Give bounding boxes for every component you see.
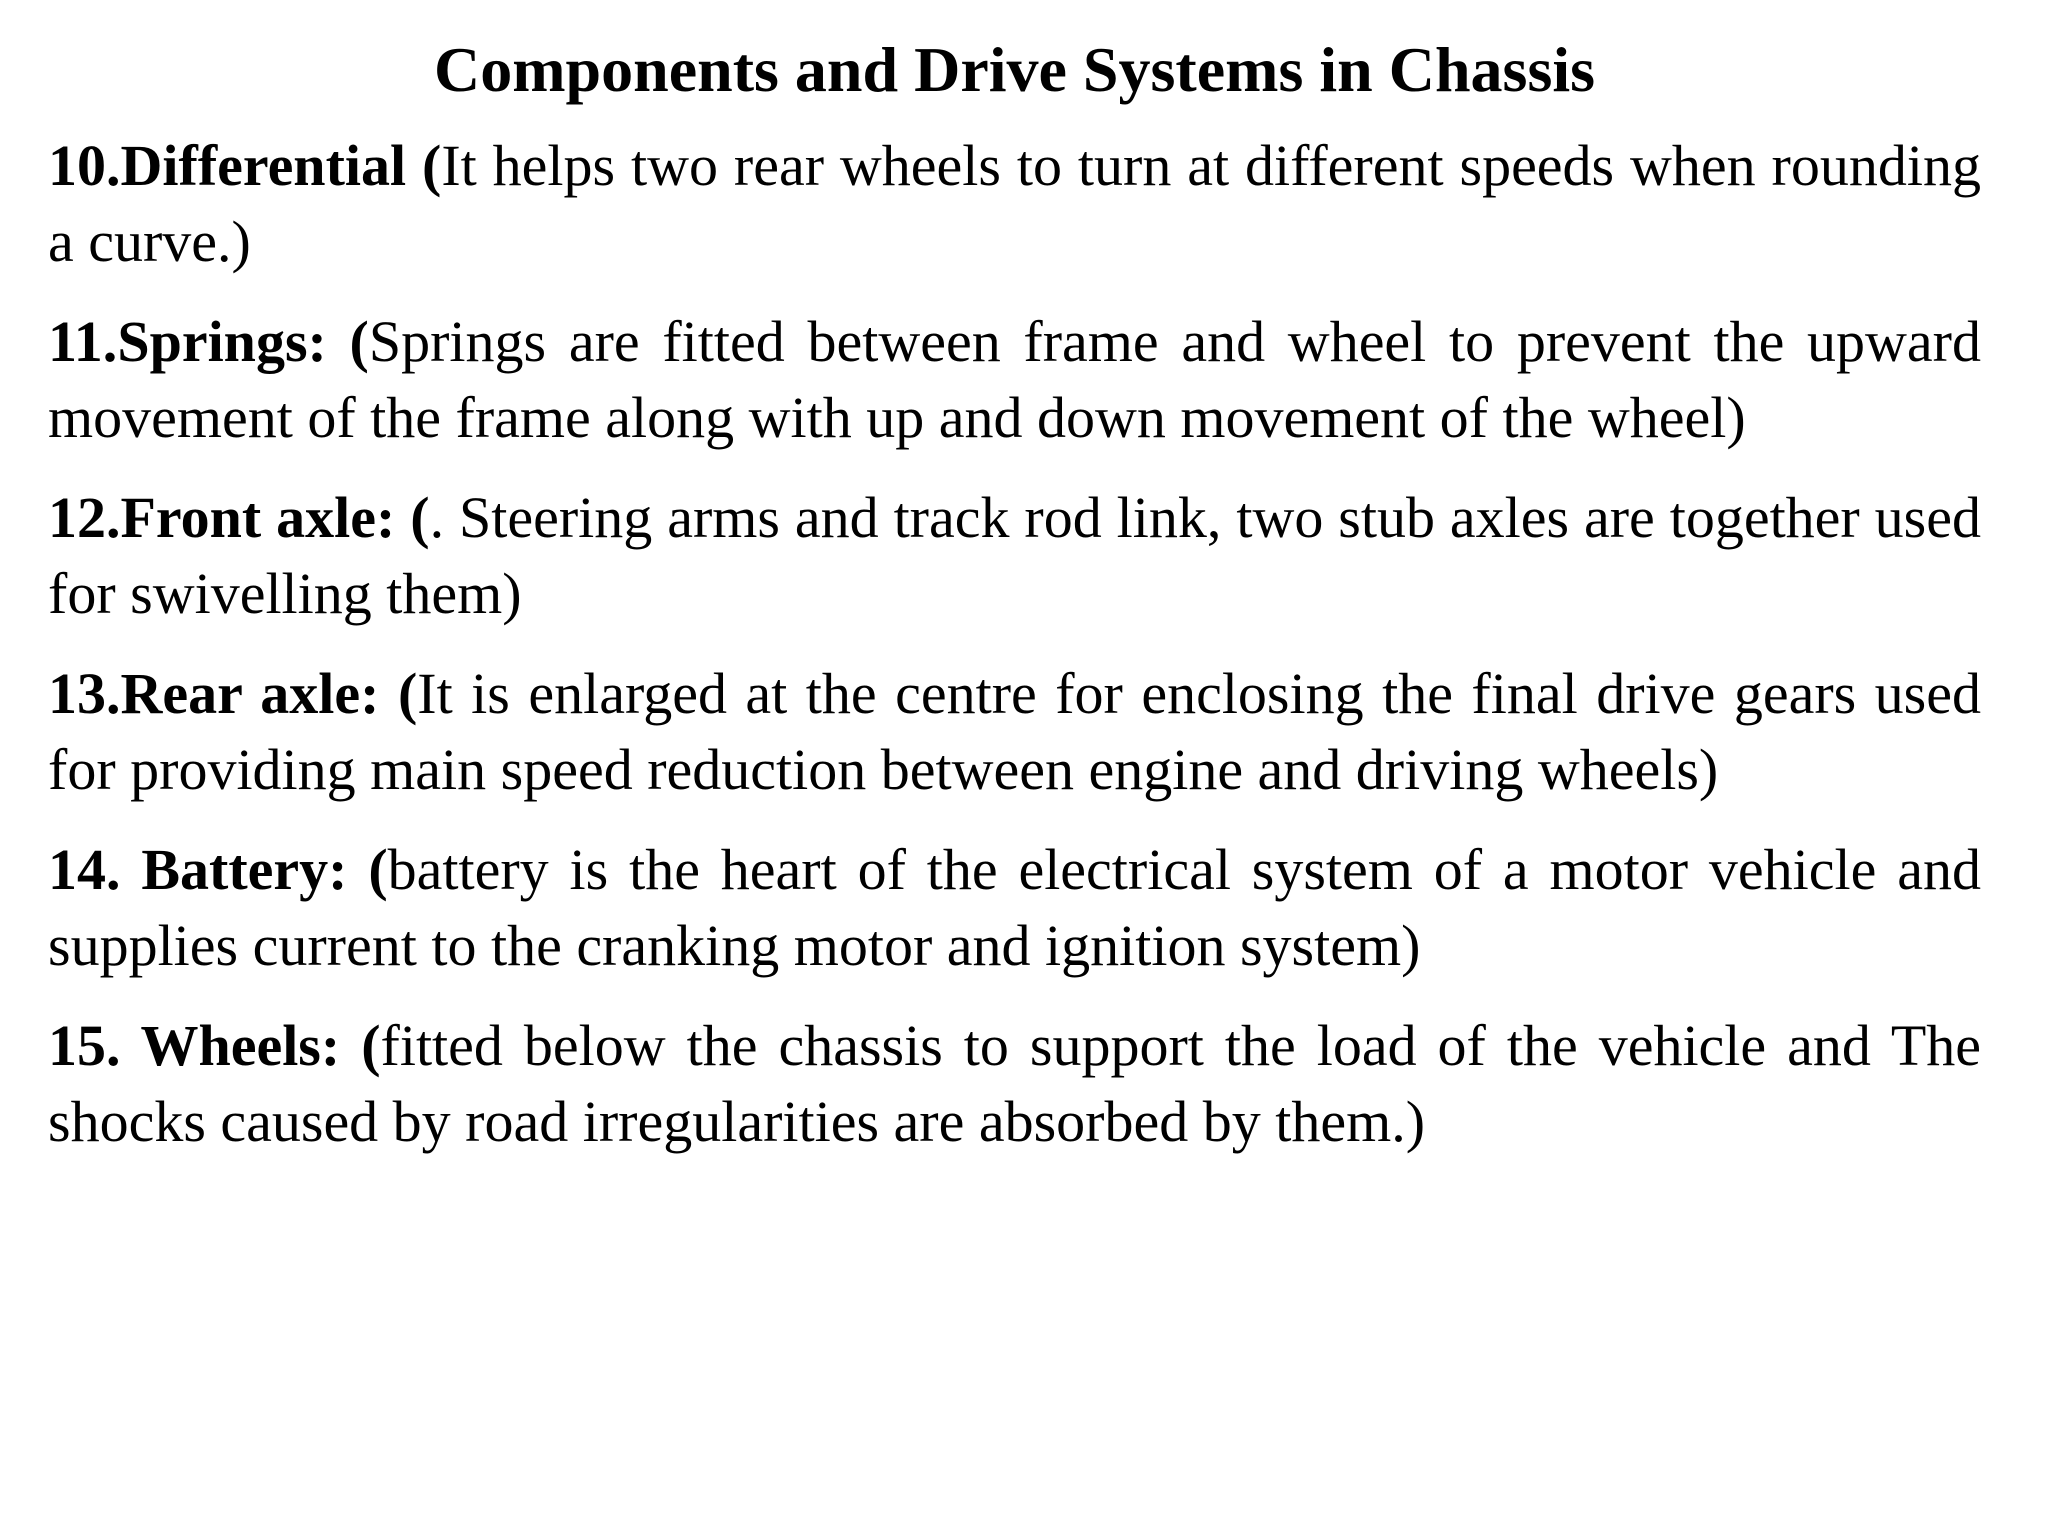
item-description: battery is the heart of the electrical system of a motor vehicle and supplies current to the cranking motor and ignition system): [48, 837, 1981, 978]
item-term: Front axle:: [120, 485, 396, 550]
list-item-front-axle: [48, 480, 1981, 632]
item-term: Battery:: [141, 837, 348, 902]
item-term: Differential: [120, 133, 407, 198]
item-term: Wheels:: [140, 1013, 341, 1078]
item-number: 15.: [48, 1013, 141, 1078]
item-open-paren: (: [379, 661, 418, 726]
list-item-springs: [48, 304, 1981, 456]
item-term: Springs:: [117, 309, 327, 374]
item-number: 12.: [48, 485, 121, 550]
list-item-differential: [48, 128, 1981, 280]
slide-title: Components and Drive Systems in Chassis: [433, 34, 1596, 105]
item-description: It is enlarged at the centre for enclosing the final drive gears used for providing main speed reduction between engine and driving wheels): [48, 661, 1982, 802]
item-description: . Steering arms and track rod link, two stub axles are together used for swivelling them): [48, 485, 1981, 626]
item-number: 10.: [48, 133, 121, 198]
item-number: 11.: [48, 309, 118, 374]
item-open-paren: (: [395, 485, 430, 550]
item-open-paren: (: [326, 309, 369, 374]
item-open-paren: (: [406, 133, 442, 198]
item-description: Springs are fitted between frame and wheel to prevent the upward movement of the frame along with up and down movement of the wheel): [48, 309, 1981, 450]
item-open-paren: (: [340, 1013, 381, 1078]
item-number: 14.: [48, 837, 142, 902]
item-description: It helps two rear wheels to turn at different speeds when rounding a curve.): [48, 133, 1981, 274]
item-term: Rear axle:: [120, 661, 380, 726]
list-item-wheels: [48, 1008, 1981, 1160]
item-number: 13.: [48, 661, 121, 726]
item-description: fitted below the chassis to support the load of the vehicle and The shocks caused by road irregularities are absorbed by them.): [48, 1013, 1981, 1154]
list-item-rear-axle: [48, 656, 1981, 808]
list-item-battery: [48, 832, 1981, 984]
item-open-paren: (: [347, 837, 388, 902]
